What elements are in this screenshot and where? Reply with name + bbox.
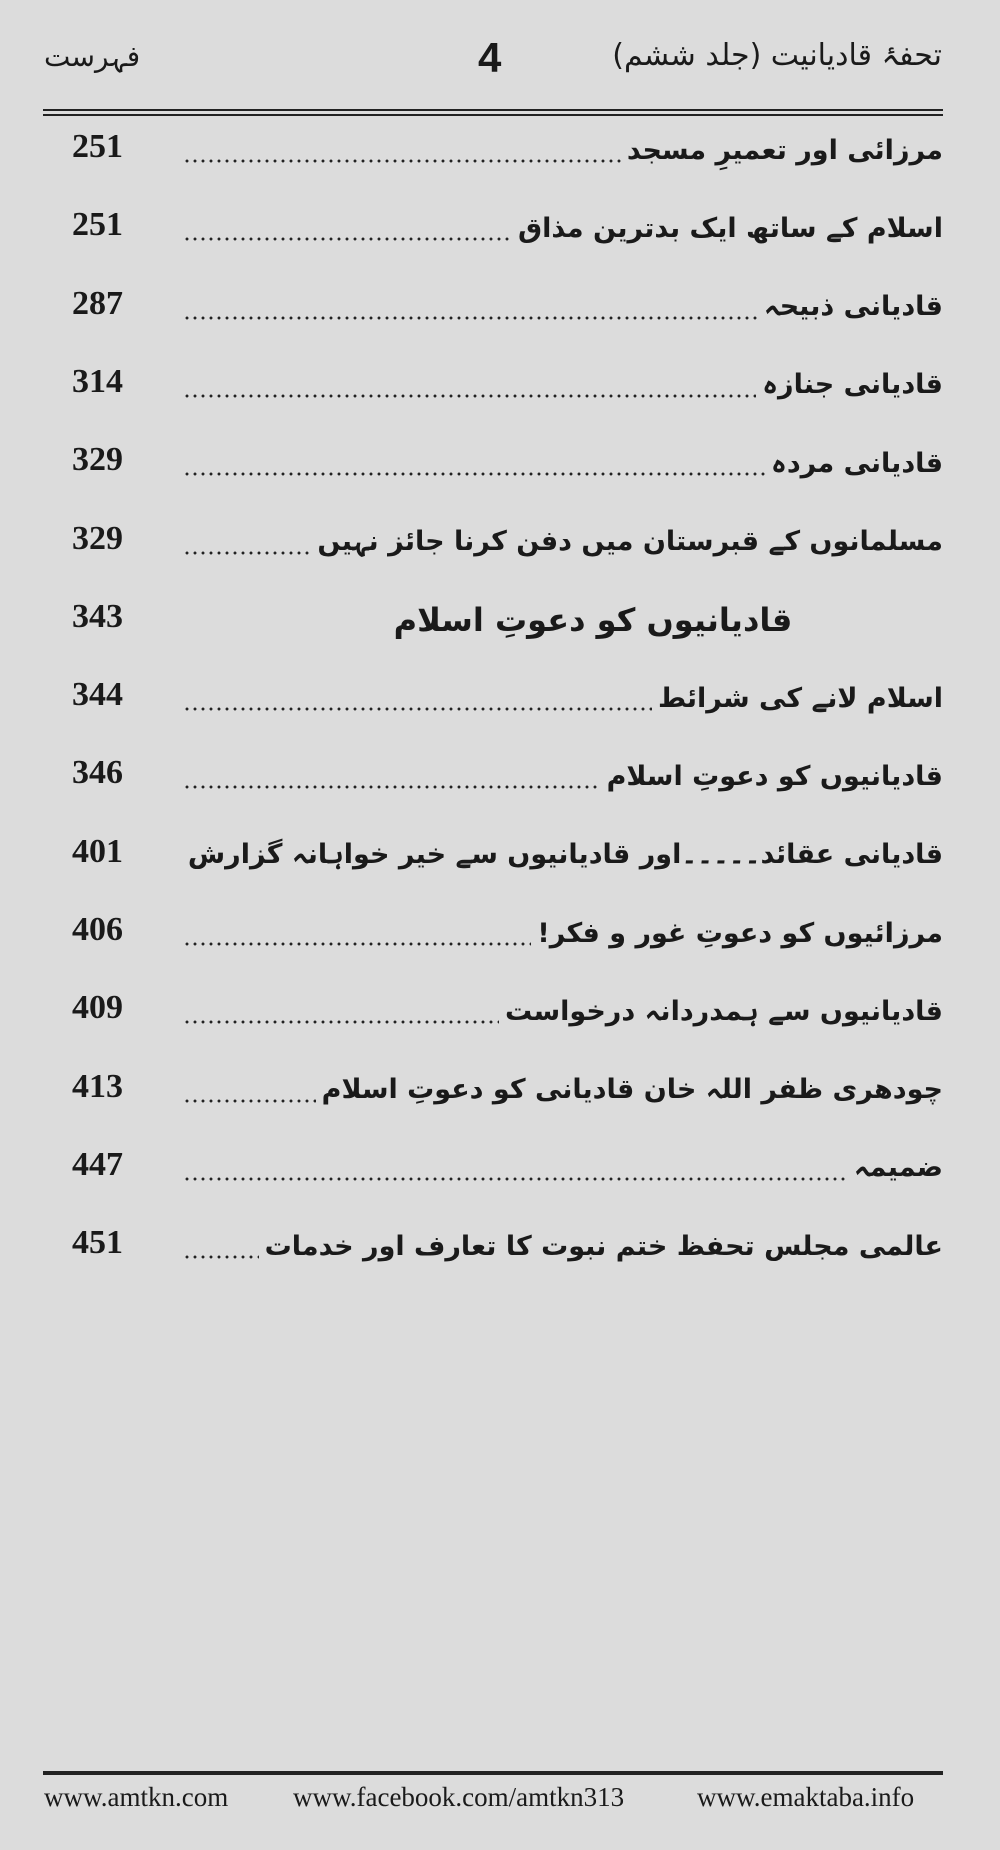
toc-page-number: 314 [72,362,123,400]
toc-entry-title: قادیانی عقائد۔۔۔۔۔اور قادیانیوں سے خیر خواہانہ گزارش [187,839,943,871]
toc-entry[interactable] [0,512,1000,572]
dot-leader [183,942,531,946]
page-number: 4 [478,34,502,81]
dot-leader [183,472,765,476]
dot-leader [183,1177,848,1181]
toc-entry-title: قادیانی جنازہ [762,369,943,401]
footer-link-facebook[interactable]: www.facebook.com/amtkn313 [293,1782,625,1812]
toc-entry[interactable] [0,1138,1000,1198]
toc-entry-title: اسلام کے ساتھ ایک بدترین مذاق [517,212,943,244]
toc-entry-line [183,512,943,572]
toc-entry-title: مسلمانوں کے قبرستان میں دفن کرنا جائز نہیں [317,526,943,557]
toc-entry[interactable] [0,668,1000,728]
dot-leader [183,394,756,398]
toc-entry-line [183,981,943,1041]
toc-entry-line [183,903,943,963]
dot-leader [183,785,601,789]
toc-entry-title: مرزائیوں کو دعوتِ غور و فکر! [537,917,943,949]
toc-entry-line [183,355,943,415]
dot-leader [183,707,652,711]
toc-heading-title: قادیانیوں کو دعوتِ اسلام [393,600,793,639]
footer-link-emaktaba[interactable]: www.emaktaba.info [697,1782,915,1812]
dot-leader [183,1255,259,1259]
toc-entry-line [183,1060,943,1120]
toc-page-number: 401 [72,832,123,870]
toc-page-number: 329 [72,519,123,557]
toc-entry[interactable] [0,825,1000,885]
toc-page-number: 447 [72,1145,123,1183]
toc-page-number: 451 [72,1224,123,1262]
toc-entry-line [183,433,943,493]
dot-leader [183,237,512,241]
toc-entry[interactable] [0,198,1000,258]
toc-page-number: 251 [72,206,123,244]
toc-entry[interactable] [0,981,1000,1041]
toc-entry[interactable] [0,277,1000,337]
toc-entry[interactable] [0,1060,1000,1120]
dot-leader [183,316,758,320]
header-divider [43,109,943,116]
section-title: فہرست [44,40,141,73]
toc-page-number: 406 [72,911,123,948]
toc-entry-line [183,746,943,806]
toc-page-number: 409 [72,989,123,1027]
toc-entry-title: اسلام لانے کی شرائط [657,682,943,714]
toc-entry[interactable] [0,120,1000,180]
toc-page-number: 346 [72,754,123,792]
toc-entry-line [183,668,943,728]
toc-entry-title: قادیانی ذبیحہ [763,291,943,323]
toc-entry-line [183,1216,943,1276]
toc-entry-line [183,198,943,258]
toc-entry[interactable] [0,1216,1000,1276]
toc-page-number: 329 [72,441,123,479]
book-title: تحفۂ قادیانیت (جلد ششم) [612,38,942,73]
toc-entry[interactable] [0,903,1000,963]
toc-entry[interactable] [0,433,1000,493]
footer-divider [43,1771,943,1775]
toc-entry-title: قادیانیوں کو دعوتِ اسلام [606,760,943,792]
toc-section-heading[interactable] [0,590,1000,650]
toc-entry-title: قادیانیوں سے ہمدردانہ درخواست [505,995,943,1027]
toc-entry-title: قادیانی مردہ [771,447,943,479]
toc-page-number: 343 [72,597,123,635]
dot-leader [183,1099,316,1103]
toc-page-number: 413 [72,1067,123,1105]
dot-leader [183,551,311,555]
toc-entry-line [183,277,943,337]
toc-page-number: 251 [72,128,123,165]
dot-leader [183,1020,499,1024]
toc-entry-title: مرزائی اور تعمیرِ مسجد [626,134,943,166]
toc-page-number: 287 [72,284,123,322]
toc-entry-line [183,825,943,885]
toc-entry-line [183,1138,943,1198]
toc-page-number: 344 [72,676,123,714]
toc-entry-title: ضمیمہ [853,1152,943,1184]
footer-link-amtkn[interactable]: www.amtkn.com [44,1782,229,1812]
toc-entry[interactable] [0,355,1000,415]
toc-entry-title: چودھری ظفر اللہ خان قادیانی کو دعوتِ اسلام [321,1074,943,1106]
dot-leader [183,159,621,163]
toc-entry-title: عالمی مجلس تحفظ ختم نبوت کا تعارف اور خدمات [264,1230,943,1262]
toc-entry[interactable] [0,746,1000,806]
toc-entry-line [183,120,943,180]
